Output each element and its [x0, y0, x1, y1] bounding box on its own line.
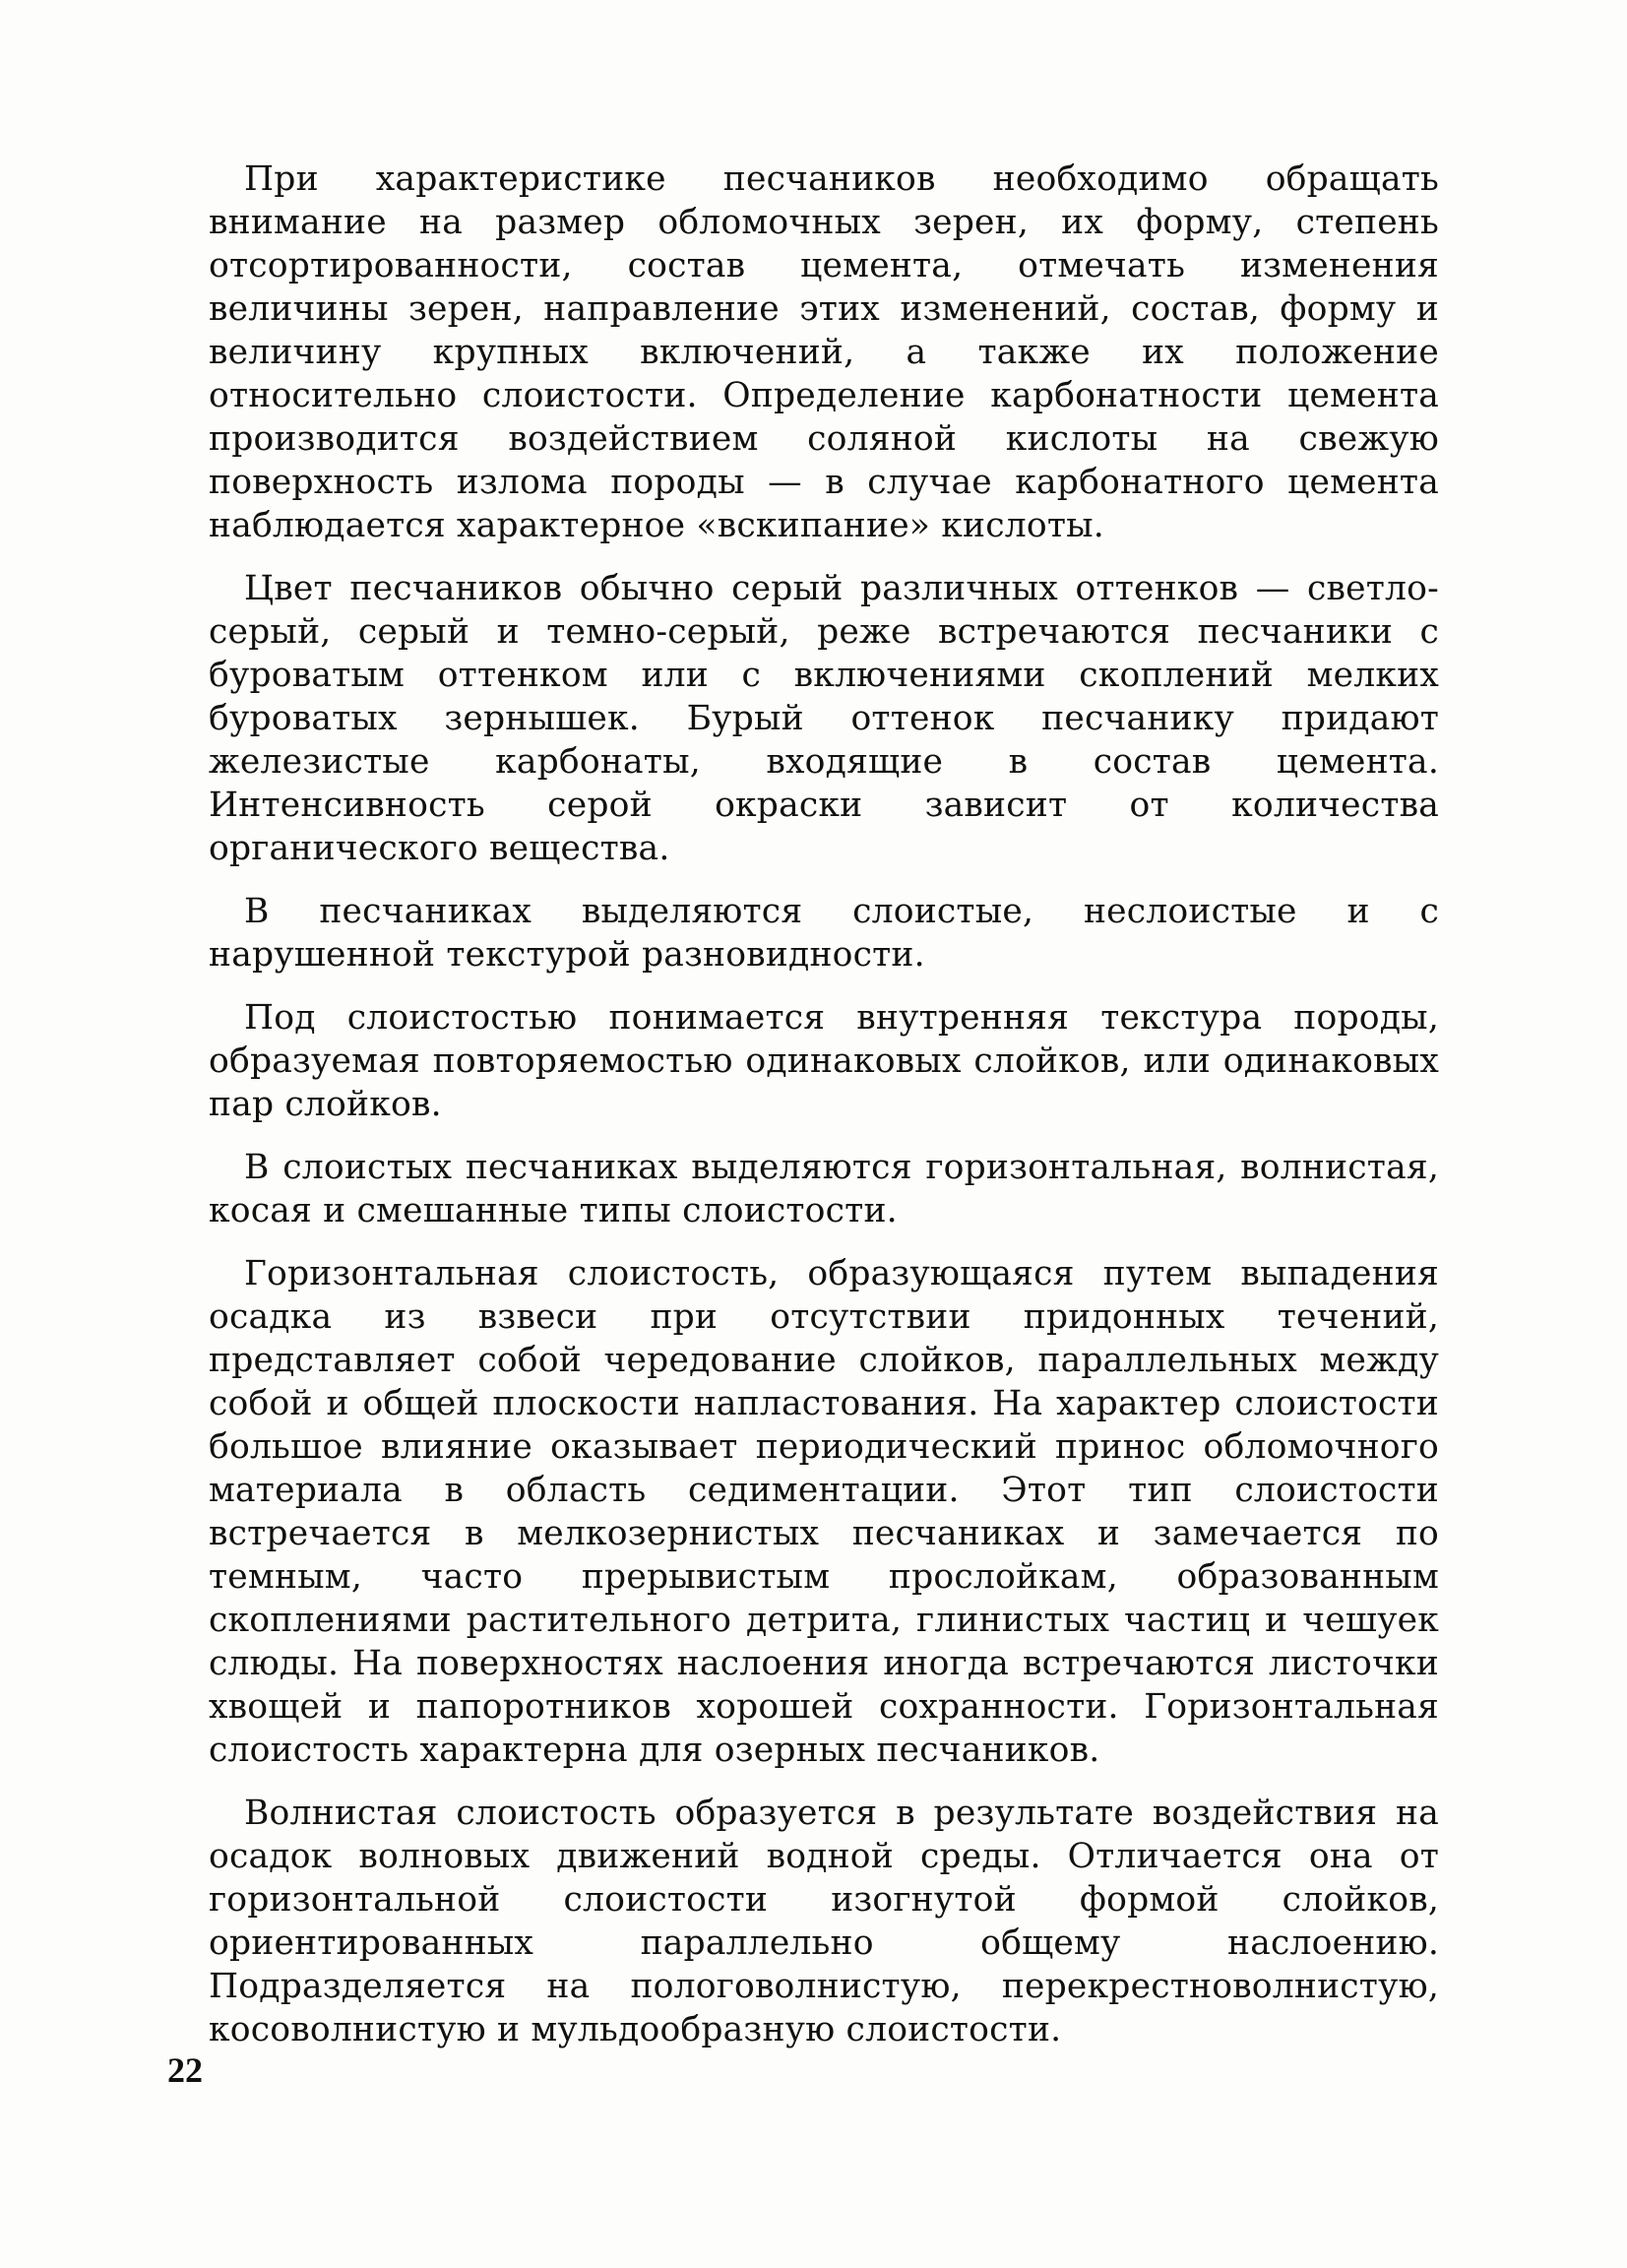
body-text — [209, 158, 1439, 2071]
paragraph-horizontal-layering: Горизонтальная слоистость, образующаяся путем выпадения осадка из взвеси при отсутствии придонных течений, представляет собой чередование слойков, параллельных между собой и общей плоскости напластования. На характер слоистости большое влияние оказывает периодический принос обломочного материала в область седиментации. Этот тип слоистости встречается в мелкозернистых песчаниках и замечается по темным, часто прерывистым прослойкам, образованным скоплениями растительного детрита, глинистых частиц и чешуек слюды. На поверхностях наслоения иногда встречаются листочки хвощей и папоротников хорошей сохранности. Горизонтальная слоистость характерна для озерных песчаников. — [209, 1254, 1439, 1770]
paragraph-sandstone-color: Цвет песчаников обычно серый различных оттенков — светло-серый, серый и темно-серый, реже встречаются песчаники с буроватым оттенком или с включениями скоплений мелких буроватых зернышек. Бурый оттенок песчанику придают железистые карбонаты, входящие в состав цемента. Интенсивность серой окраски зависит от количества органического вещества. — [209, 569, 1439, 868]
paragraph-layering-definition: Под слоистостью понимается внутренняя текстура породы, образуемая повторяемостью одинаковых слойков, или одинаковых пар слойков. — [209, 998, 1439, 1124]
page-number: 22 — [167, 2050, 203, 2090]
paragraph-wavy-layering: Волнистая слоистость образуется в результате воздействия на осадок волновых движений водной среды. Отличается она от горизонтальной слоистости изогнутой формой слойков, ориентированных параллельно общему наслоению. Подразделяется на пологоволнистую, перекрестноволнистую, косоволнистую и мульдообразную слоистости. — [209, 1794, 1439, 2049]
paragraph-layering-types: В слоистых песчаниках выделяются горизонтальная, волнистая, косая и смешанные типы слоистости. — [209, 1148, 1439, 1230]
paragraph-sandstone-characteristics: При характеристике песчаников необходимо обращать внимание на размер обломочных зерен, их форму, степень отсортированности, состав цемента, отмечать изменения величины зерен, направление этих изменений, состав, форму и величину крупных включений, а также их положение относительно слоистости. Определение карбонатности цемента производится воздействием соляной кислоты на свежую поверхность излома породы — в случае карбонатного цемента наблюдается характерное «вскипание» кислоты. — [209, 159, 1439, 545]
paragraph-varieties: В песчаниках выделяются слоистые, неслоистые и с нарушенной текстурой разновидности. — [209, 892, 1439, 975]
